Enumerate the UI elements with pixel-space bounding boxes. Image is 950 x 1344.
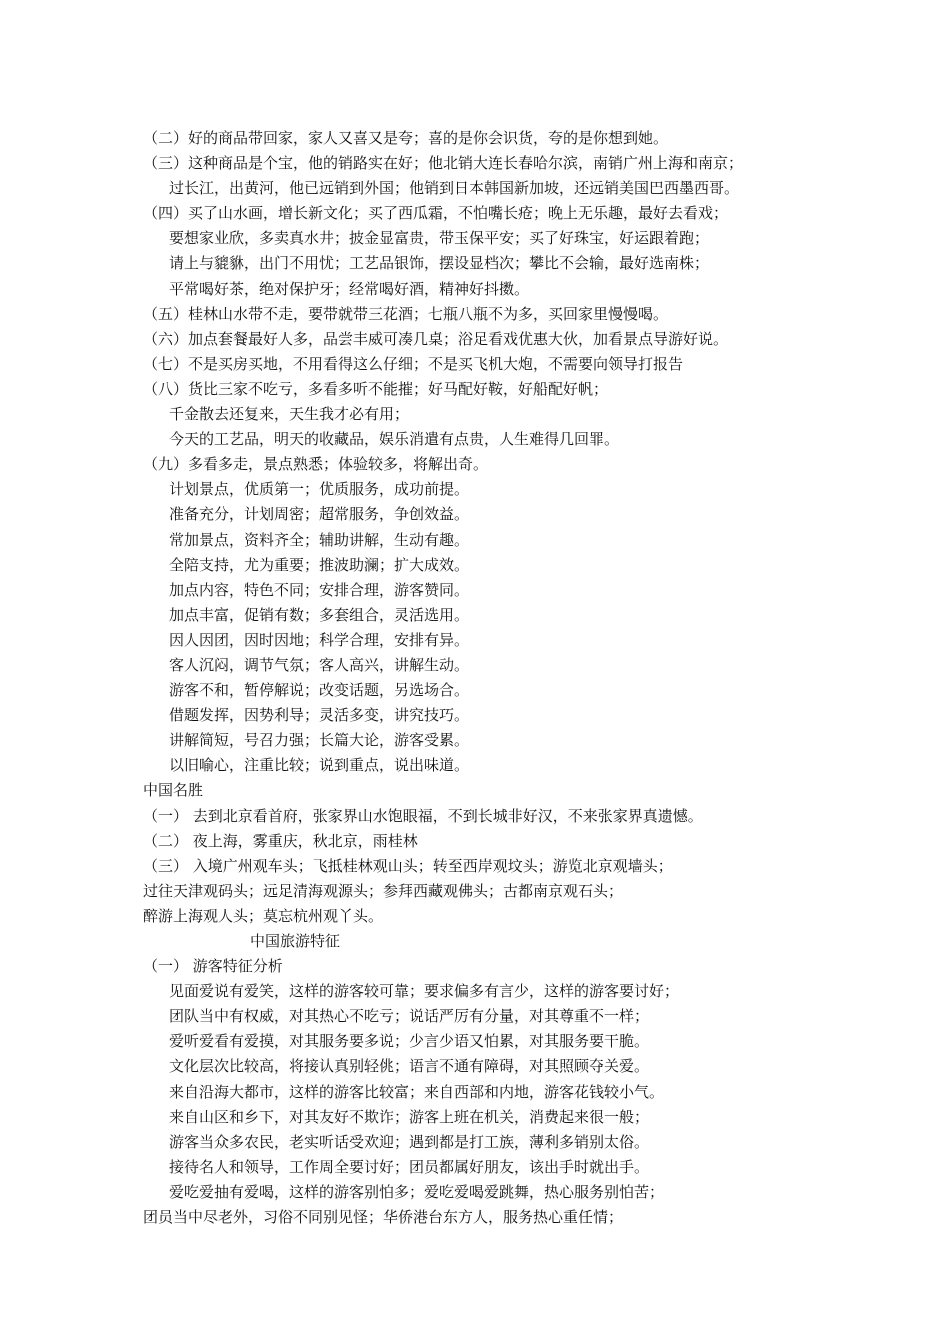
text-line: 计划景点，优质第一；优质服务，成功前提。 (169, 480, 470, 499)
text-line: 请上与貔貅，出门不用忧；工艺品银饰，摆设显档次；攀比不会输，最好选南株； (169, 254, 710, 273)
text-line: （三） 入境广州观车头；飞抵桂林观山头；转至西岸观坟头；游览北京观墙头； (143, 856, 673, 875)
text-line: （一） 去到北京看首府，张家界山水饱眼福，不到长城非好汉，不来张家界真遗憾。 (143, 806, 703, 825)
text-line: 以旧喻心，注重比较；说到重点，说出味道。 (169, 756, 470, 775)
text-line: （九）多看多走，景点熟悉；体验较多，将解出奇。 (143, 455, 489, 474)
text-line: 中国名胜 (143, 781, 204, 800)
text-line: 平常喝好茶，绝对保护牙；经常喝好酒，精神好抖擞。 (169, 279, 530, 298)
text-line: 爱听爱看有爱摸，对其服务要多说；少言少语又怕累，对其服务要干脆。 (169, 1032, 650, 1051)
text-line: （五）桂林山水带不走，要带就带三花酒；七瓶八瓶不为多，买回家里慢慢喝。 (143, 304, 669, 323)
text-line: 讲解简短，号召力强；长篇大论，游客受累。 (169, 731, 470, 750)
text-line: 见面爱说有爱笑，这样的游客较可靠；要求偏多有言少，这样的游客要讨好； (169, 982, 680, 1001)
text-line: （四）买了山水画，增长新文化；买了西瓜霜，不怕嘴长疮；晚上无乐趣，最好去看戏； (143, 204, 729, 223)
document-body (143, 126, 823, 1230)
text-line: 借题发挥，因势利导；灵活多变，讲究技巧。 (169, 706, 470, 725)
text-line: 常加景点，资料齐全；辅助讲解，生动有趣。 (169, 530, 470, 549)
text-line: 加点丰富，促销有数；多套组合，灵活选用。 (169, 605, 470, 624)
text-line: 要想家业欣，多卖真水井；披金显富贵，带玉保平安；买了好珠宝，好运跟着跑； (169, 229, 710, 248)
text-line: （八）货比三家不吃亏，多看多听不能摧；好马配好鞍，好船配好帆； (143, 379, 609, 398)
text-line: 醉游上海观人头；莫忘杭州观丫头。 (143, 906, 384, 925)
text-line: 过往天津观码头；远足清海观源头；参拜西藏观佛头；古都南京观石头； (143, 881, 624, 900)
text-line: 接待名人和领导，工作周全要讨好；团员都属好朋友，该出手时就出手。 (169, 1157, 650, 1176)
text-line: （三）这种商品是个宝，他的销路实在好；他北销大连长春哈尔滨，南销广州上海和南京； (143, 154, 744, 173)
text-line: 客人沉闷，调节气氛；客人高兴，讲解生动。 (169, 655, 470, 674)
text-line: （一） 游客特征分析 (143, 957, 283, 976)
text-line: 来自山区和乡下，对其友好不欺诈；游客上班在机关，消费起来很一般； (169, 1107, 650, 1126)
text-line: 中国旅游特征 (250, 932, 341, 950)
text-line: （二） 夜上海，雾重庆，秋北京，雨桂林 (143, 831, 418, 850)
text-line: 团队当中有权威，对其热心不吃亏；说话严厉有分量，对其尊重不一样； (169, 1007, 650, 1026)
text-line: 游客不和，暂停解说；改变话题，另选场合。 (169, 681, 470, 700)
text-line: 文化层次比较高，将接认真别轻佻；语言不通有障碍，对其照顾夺关爱。 (169, 1057, 650, 1076)
text-line: 来自沿海大都市，这样的游客比较富；来自西部和内地，游客花钱较小气。 (169, 1082, 665, 1101)
text-line: 全陪支持，尤为重要；推波助澜；扩大成效。 (169, 555, 470, 574)
text-line: 今天的工艺品，明天的收藏品，娱乐消遣有点贵，人生难得几回罪。 (169, 430, 620, 449)
text-line: 过长江，出黄河，他已远销到外国；他销到日本韩国新加坡，还远销美国巴西墨西哥。 (169, 179, 740, 198)
text-line: （七）不是买房买地，不用看得这么仔细；不是买飞机大炮，不需要向领导打报告 (143, 354, 684, 373)
text-line: （六）加点套餐最好人多，品尝丰威可凑几桌；浴足看戏优惠大伙，加看景点导游好说。 (143, 329, 729, 348)
text-line: 加点内容，特色不同；安排合理，游客赞同。 (169, 580, 470, 599)
text-line: 因人因团，因时因地；科学合理，安排有异。 (169, 630, 470, 649)
text-line: 千金散去还复来，天生我才必有用； (169, 405, 410, 424)
text-line: （二）好的商品带回家，家人又喜又是夸；喜的是你会识货，夸的是你想到她。 (143, 129, 669, 147)
text-line: 团员当中尽老外，习俗不同别见怪；华侨港台东方人，服务热心重任情； (143, 1208, 624, 1227)
text-line: 游客当众多农民，老实听话受欢迎；遇到都是打工族，薄利多销别太俗。 (169, 1132, 650, 1151)
text-line: 准备充分，计划周密；超常服务，争创效益。 (169, 505, 470, 524)
text-line: 爱吃爱抽有爱喝，这样的游客别怕多；爱吃爱喝爱跳舞，热心服务别怕苦； (169, 1182, 665, 1201)
